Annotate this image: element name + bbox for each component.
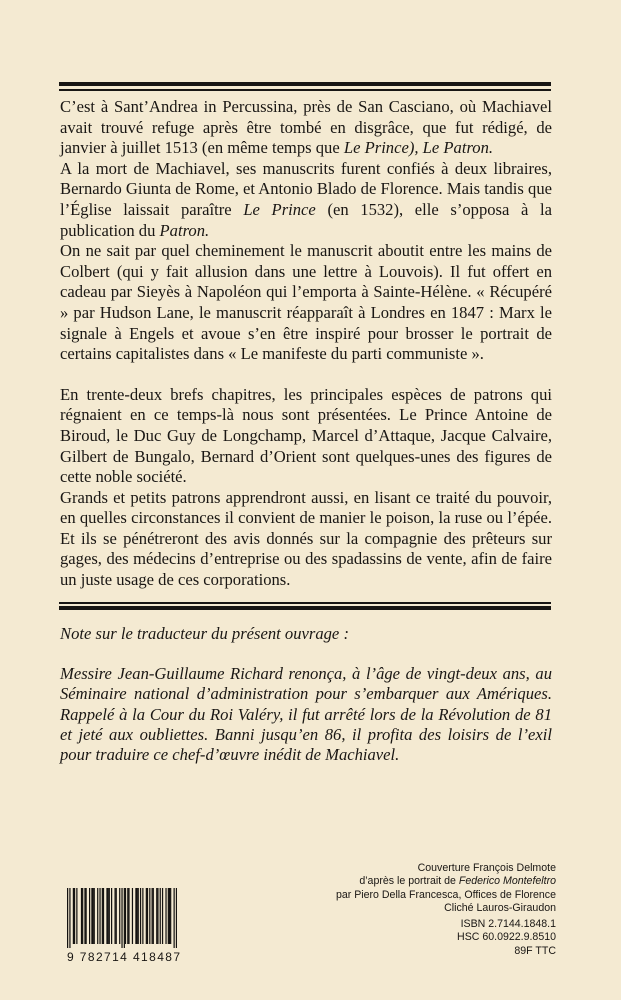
credit-line-1: Couverture François Delmote (417, 862, 556, 874)
barcode-bar (67, 888, 68, 948)
price: 89F TTC (514, 944, 556, 957)
barcode-bar (106, 888, 107, 944)
translator-note-body: Messire Jean-Guillaume Richard renonça, à l’âge de vingt-deux ans, au Séminaire national d’administration pour s’embarquer aux Amériques. Rappelé à la Cour du Roi Valéry, il fut arrêté lors de la Révolution de 81 et jeté aux oubliettes. Banni jusqu’en 86, il profita des loisirs de l’exil pour traduire ce chef-d’œuvre inédit de Machiavel. (60, 664, 552, 765)
barcode-bar (138, 888, 139, 944)
credit-line-3: par Piero Della Francesca, Offices de Florence (335, 888, 556, 901)
barcode-bar (89, 888, 90, 944)
barcode-bar (127, 888, 128, 944)
barcode-bar (149, 888, 150, 944)
barcode-bar (169, 888, 170, 944)
paragraph-5: Grands et petits patrons apprendront aussi, en lisant ce traité du pouvoir, en quelles circonstances il convient de manier le poison, la ruse ou l’épée. Et ils se pénétreront des avis donnés sur la compagnie des prêteurs sur gages, des médecins d’entreprise ou des spadassins de vente, afin de faire un juste usage de ces corporations. (60, 487, 552, 590)
barcode-bar (142, 888, 143, 944)
barcode-bar (162, 888, 163, 944)
barcode-bar (92, 888, 93, 944)
barcode-bar (176, 888, 177, 948)
barcode-bar (82, 888, 83, 944)
barcode-bar (160, 888, 161, 944)
barcode-bar (128, 888, 129, 944)
barcode-bar (94, 888, 95, 944)
barcode-bar (157, 888, 158, 944)
barcode-bar (174, 888, 175, 948)
isbn-number: ISBN 2.7144.1848.1 (460, 918, 556, 930)
paragraph-4: En trente-deux brefs chapitres, les principales espèces de patrons qui régnaient en ce temps-là nous sont présentées. Le Prince Antoine de Biroud, le Duc Guy de Longchamp, Marcel d’Attaque, Jacque Calvaire, Gilbert de Bungalo, Bernard d’Orient sont quelques-unes des figures de cette noble société. (60, 384, 552, 487)
barcode-bar (136, 888, 137, 944)
barcode-bar (91, 888, 92, 944)
barcode-bar (111, 888, 112, 944)
cover-credits (336, 862, 556, 916)
barcode-bar (97, 888, 98, 944)
barcode-bar (132, 888, 133, 944)
barcode-bar (121, 888, 122, 948)
barcode-bar (125, 888, 126, 944)
top-rule-thick (59, 82, 551, 86)
barcode-number: 9 782714 418487 (67, 950, 182, 964)
hsc-number: HSC 60.0922.9.8510 (457, 931, 556, 944)
barcode-bars (67, 888, 177, 948)
credit-line-2-text: d’après le portrait de (359, 875, 459, 888)
barcode-bar (103, 888, 104, 944)
credit-line-2 (336, 875, 556, 888)
barcode-bar (124, 888, 125, 948)
barcode-bar (108, 888, 109, 944)
paragraph-2: A la mort de Machiavel, ses manuscrits furent confiés à deux libraires, Bernardo Giunta de Rome, et Antonio Blado de Florence. Mais tandis que l’Église laissait paraître Le Prince (en 1532), elle s’opposa à la publication du Patron. (60, 158, 553, 240)
translator-note-heading: Note sur le traducteur du présent ouvrage : (60, 624, 349, 643)
barcode-bar (102, 888, 103, 944)
barcode-bar (109, 888, 110, 944)
paragraph-1: C’est à Sant’Andrea in Percussina, près de San Casciano, où Machiavel avait trouvé refuge après être tombé en disgrâce, que fut rédigé, de janvier à juillet 1513 (en même temps que Le Prince), Le Patron. (60, 97, 552, 158)
barcode-bar (84, 888, 85, 944)
barcode-bar (119, 888, 120, 944)
barcode-bar (135, 888, 136, 944)
bottom-rule-thick (59, 606, 551, 610)
barcode-bar (170, 888, 171, 944)
description-text (60, 97, 552, 591)
barcode-bar (140, 888, 141, 944)
credit-line-4: Cliché Lauros-Giraudon (444, 902, 556, 915)
barcode-bar (152, 888, 153, 944)
barcode-bar (81, 888, 82, 944)
barcode-bar (168, 888, 169, 944)
barcode-bar (146, 888, 147, 944)
barcode-bar (74, 888, 75, 944)
barcode-bar (86, 888, 87, 944)
barcode-bar (165, 888, 166, 944)
top-rule-thin (59, 89, 551, 91)
barcode-bar (116, 888, 117, 944)
barcode-bar (69, 888, 70, 948)
barcode-bar (147, 888, 148, 944)
barcode-bar (99, 888, 100, 944)
barcode-bar (76, 888, 77, 944)
barcode-bar (73, 888, 74, 944)
barcode-bar (114, 888, 115, 944)
credit-line-2-italic: Federico Montefeltro (458, 875, 556, 888)
barcode-bar (156, 888, 157, 944)
paragraph-3: On ne sait par quel cheminement le manuscrit aboutit entre les mains de Colbert (qui y fait allusion dans une lettre à Louvois). Il fut offert en cadeau par Sieyès à Napoléon qui l’emporta à Sainte-Hélène. « Récupéré » par Hudson Lane, le manuscrit réapparaît à Londres en 1847 : Marx le signale à Engels et avoue s’en être inspiré pour brosser le portrait de certains capitalistes dans « Le manifeste du parti communiste ». (60, 241, 552, 364)
isbn-block (457, 918, 556, 958)
bottom-rule-thin (59, 602, 551, 604)
barcode-bar (153, 888, 154, 944)
